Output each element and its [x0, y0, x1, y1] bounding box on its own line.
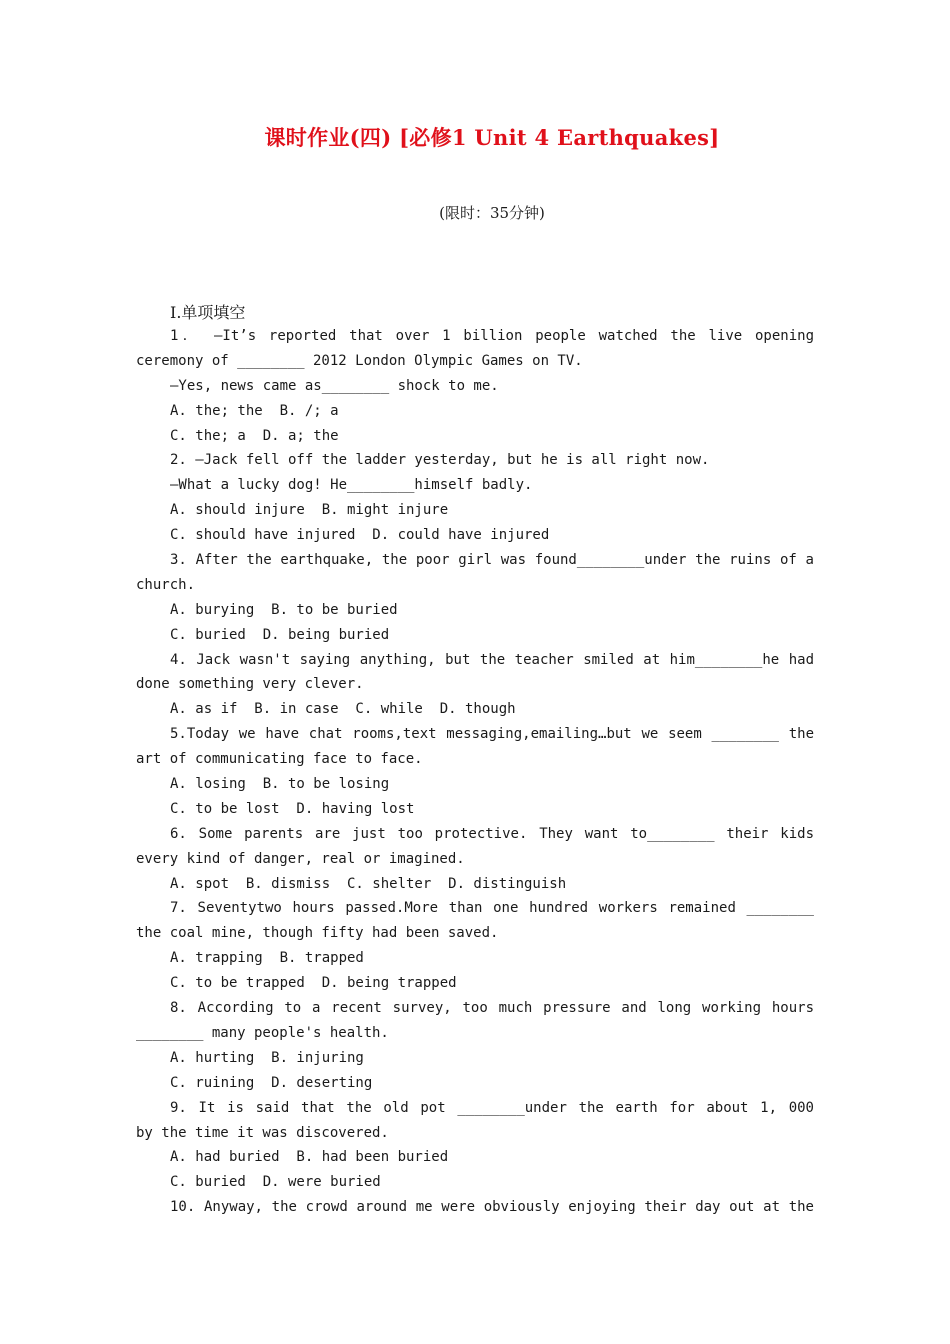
- text-line: 4. Jack wasn't saying anything, but the teacher smiled at him________he had: [170, 651, 814, 668]
- text-line: done something very clever.: [136, 676, 364, 693]
- text-line: 1． —It’s reported that over 1 billion people watched the live opening: [170, 328, 814, 344]
- option-line: A. trapping B. trapped: [170, 950, 364, 967]
- option-line: A. the; the B. /; a: [170, 402, 339, 419]
- option-line: A. losing B. to be losing: [170, 776, 390, 793]
- option-line: A. should injure B. might injure: [170, 502, 449, 519]
- option-line: A. had buried B. had been buried: [170, 1149, 449, 1166]
- text-line: art of communicating face to face.: [136, 751, 423, 768]
- text-line: every kind of danger, real or imagined.: [136, 850, 465, 867]
- option-line: C. the; a D. a; the: [170, 427, 339, 444]
- option-line: A. as if B. in case C. while D. though: [170, 701, 516, 718]
- option-line: C. buried D. were buried: [170, 1174, 381, 1191]
- option-line: C. buried D. being buried: [170, 626, 390, 643]
- text-line: 3. After the earthquake, the poor girl was found________under the ruins of a: [170, 552, 814, 569]
- text-line: church.: [136, 576, 196, 593]
- text-line: ________ many people's health.: [136, 1024, 389, 1041]
- question-list: [136, 324, 814, 1220]
- text-line: ceremony of ________ 2012 London Olympic Games on TV.: [136, 352, 583, 369]
- text-line: 6. Some parents are just too protective. They want to________ their kids: [170, 825, 814, 842]
- option-line: C. to be lost D. having lost: [170, 800, 415, 817]
- text-line: —Yes, news came as________ shock to me.: [170, 377, 499, 394]
- text-line: the coal mine, though fifty had been saved.: [136, 925, 499, 942]
- option-line: C. should have injured D. could have injured: [170, 527, 550, 544]
- option-line: A. hurting B. injuring: [170, 1049, 364, 1066]
- section-heading: Ⅰ.单项填空: [170, 303, 246, 322]
- text-line: by the time it was discovered.: [136, 1124, 389, 1141]
- text-line: 8. According to a recent survey, too much pressure and long working hours: [170, 1000, 814, 1017]
- option-line: A. spot B. dismiss C. shelter D. distinguish: [170, 875, 567, 892]
- option-line: C. to be trapped D. being trapped: [170, 975, 457, 992]
- text-line: —What a lucky dog! He________himself badly.: [170, 477, 533, 494]
- text-line: 2. —Jack fell off the ladder yesterday, but he is all right now.: [170, 452, 710, 469]
- text-line: 9. It is said that the old pot ________under the earth for about 1, 000: [170, 1099, 814, 1116]
- time-limit: (限时：35分钟): [439, 204, 545, 222]
- text-line: 5.Today we have chat rooms,text messaging,emailing…but we seem ________ the: [170, 726, 814, 743]
- option-line: A. burying B. to be buried: [170, 601, 398, 618]
- option-line: C. ruining D. deserting: [170, 1074, 373, 1091]
- page-title: 课时作业(四) [必修1 Unit 4 Earthquakes]: [264, 125, 720, 150]
- text-line: 7. Seventytwo hours passed.More than one hundred workers remained ________: [170, 900, 814, 917]
- text-line: 10. Anyway, the crowd around me were obviously enjoying their day out at the: [170, 1199, 814, 1216]
